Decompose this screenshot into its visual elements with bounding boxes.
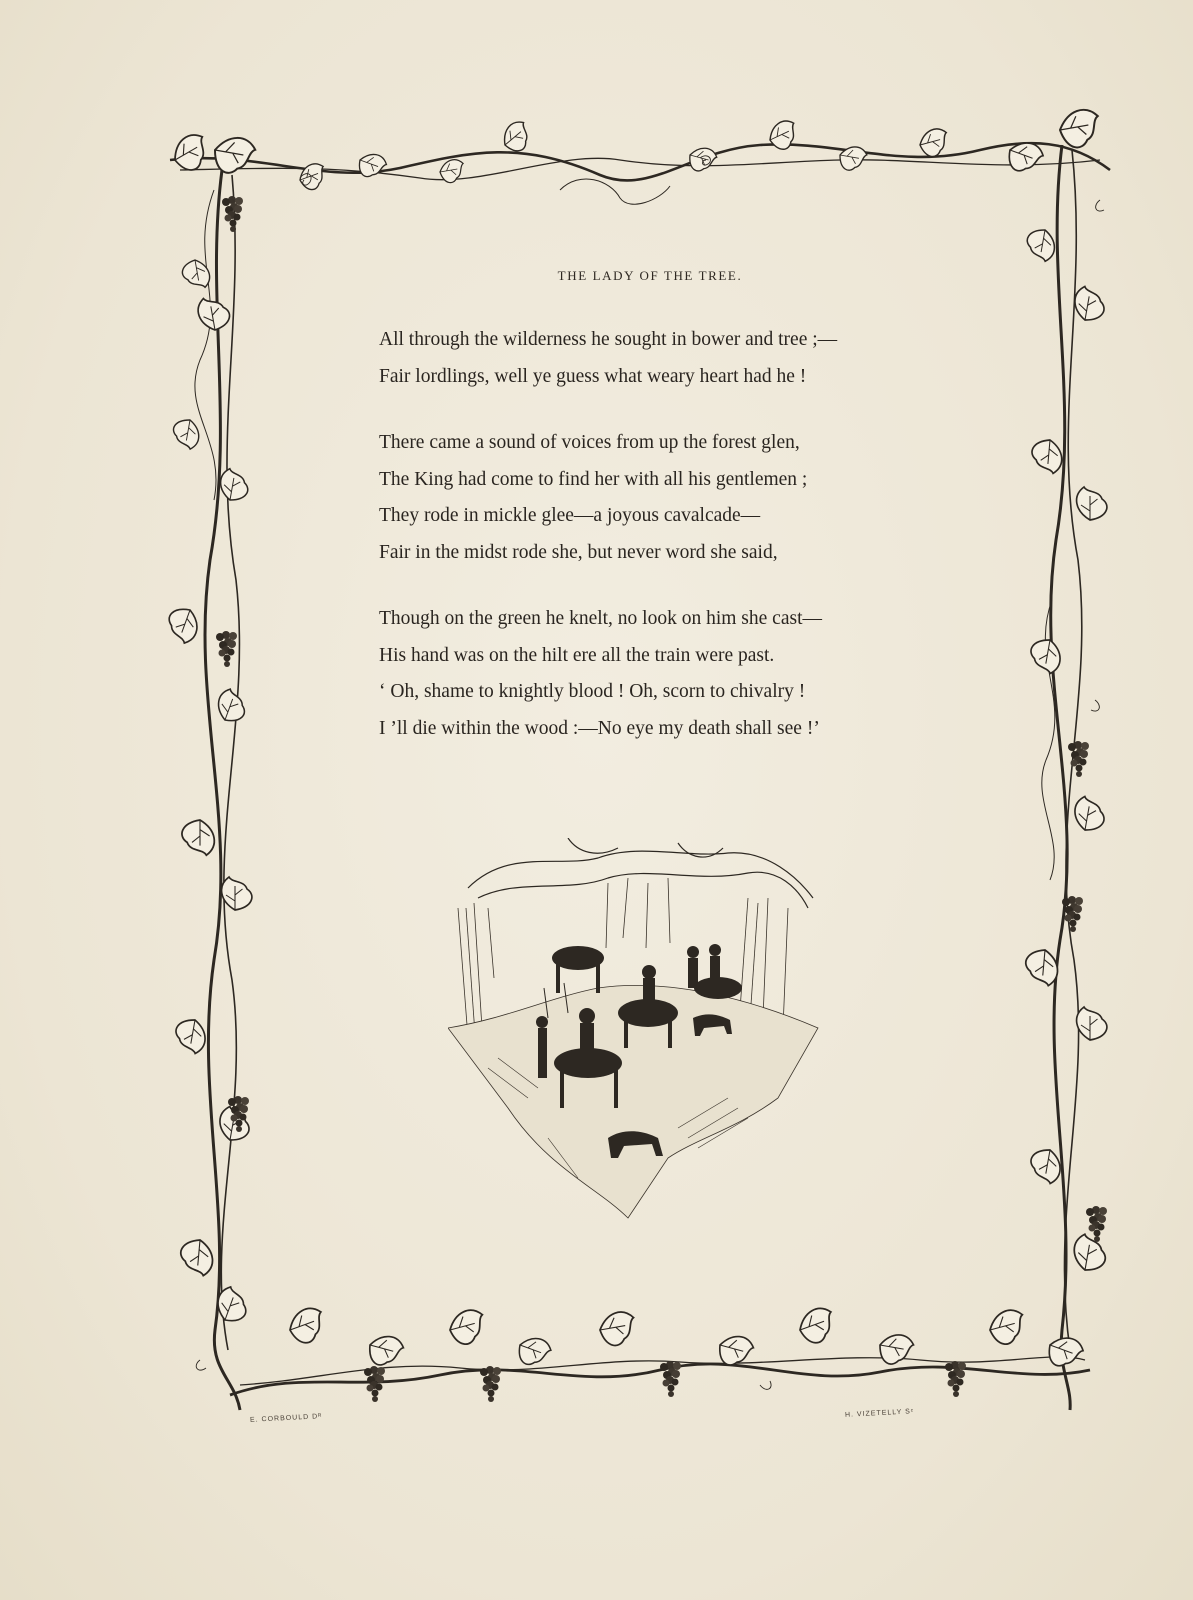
poem-line: I ’ll die within the wood :—No eye my death shall see !’ [379, 717, 820, 739]
poem-line: The King had come to find her with all his gentlemen ; [379, 468, 808, 490]
right-vine [1042, 145, 1082, 1410]
stanza-3 [379, 601, 939, 747]
poem-line: There came a sound of voices from up the forest glen, [379, 432, 800, 453]
engraver-signature-left: E. CORBOULD Dᴿ [249, 1413, 323, 1424]
engraver-signature-right: H. VIZETELLY Sᶜ [844, 1408, 915, 1419]
poem-line: They rode in mickle glee—a joyous cavalcade— [379, 505, 761, 526]
left-vine [195, 170, 240, 1410]
poem-line: Fair in the midst rode she, but never word she said, [379, 541, 778, 563]
stanza-2 [379, 425, 939, 571]
right-leaves [1024, 227, 1109, 1273]
poem-line: Fair lordlings, well ye guess what weary heart had he ! [379, 365, 807, 387]
poem-line: His hand was on the hilt ere all the train were past. [379, 644, 775, 666]
left-leaves [163, 258, 253, 1326]
poem-line: All through the wilderness he sought in bower and tree ;— [379, 329, 838, 350]
cavalcade-engraving [448, 838, 826, 1238]
stanza-1 [379, 322, 939, 395]
poem [379, 322, 939, 777]
poem-line: Though on the green he knelt, no look on him she cast— [379, 608, 822, 629]
poem-line: ‘ Oh, shame to knightly blood ! Oh, scorn to chivalry ! [379, 681, 806, 702]
page-title: THE LADY OF THE TREE. [557, 268, 743, 283]
